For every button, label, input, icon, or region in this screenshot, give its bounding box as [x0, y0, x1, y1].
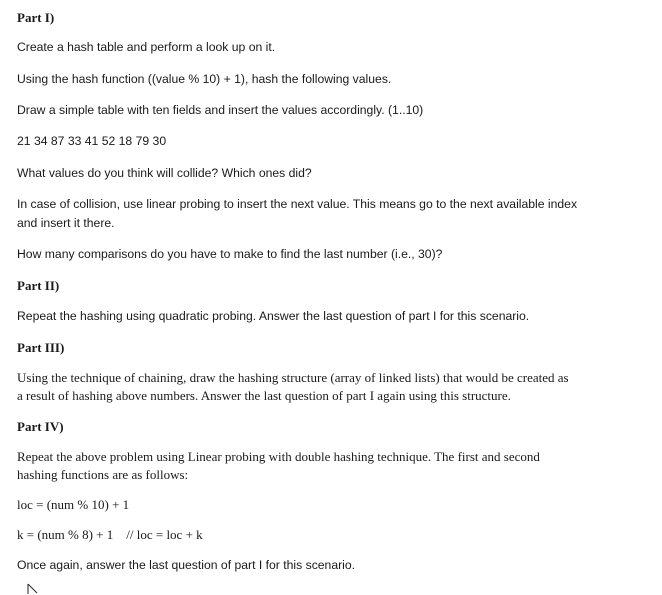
part1-paragraph-1: Create a hash table and perform a look up on it. — [17, 40, 276, 54]
part4-paragraph-line-2: hashing functions are as follows: — [17, 467, 189, 482]
part1-paragraph-3: Draw a simple table with ten fields and insert the values accordingly. (1..10) — [17, 103, 424, 117]
part4-paragraph-line-1: Repeat the above problem using Linear probing with double hashing technique. The first and second — [17, 449, 540, 464]
part3-paragraph-line-1: Using the technique of chaining, draw the hashing structure (array of linked lists) that would be created as — [17, 370, 569, 385]
part4-formula-1: loc = (num % 10) + 1 — [17, 497, 130, 512]
mouse-cursor-icon — [27, 583, 39, 595]
part4-paragraph-2: Once again, answer the last question of part I for this scenario. — [17, 558, 356, 572]
part1-values: 21 34 87 33 41 52 18 79 30 — [17, 134, 167, 148]
part1-paragraph-5-line-2: and insert it there. — [17, 216, 115, 230]
part2-paragraph-1: Repeat the hashing using quadratic probing. Answer the last question of part I for this scenario. — [17, 309, 530, 323]
part1-paragraph-2: Using the hash function ((value % 10) + 1), hash the following values. — [17, 72, 392, 86]
part4-formula-2: k = (num % 8) + 1 // loc = loc + k — [17, 527, 203, 542]
part4-heading: Part IV) — [17, 419, 64, 434]
part1-paragraph-6: How many comparisons do you have to make to find the last number (i.e., 30)? — [17, 247, 443, 261]
part1-heading: Part I) — [17, 10, 55, 25]
part2-heading: Part II) — [17, 278, 60, 293]
part3-heading: Part III) — [17, 340, 65, 355]
part1-paragraph-4: What values do you think will collide? Which ones did? — [17, 166, 312, 180]
part3-paragraph-line-2: a result of hashing above numbers. Answer the last question of part I again using this structure. — [17, 388, 511, 403]
part1-paragraph-5-line-1: In case of collision, use linear probing to insert the next value. This means go to the next available index — [17, 197, 578, 211]
